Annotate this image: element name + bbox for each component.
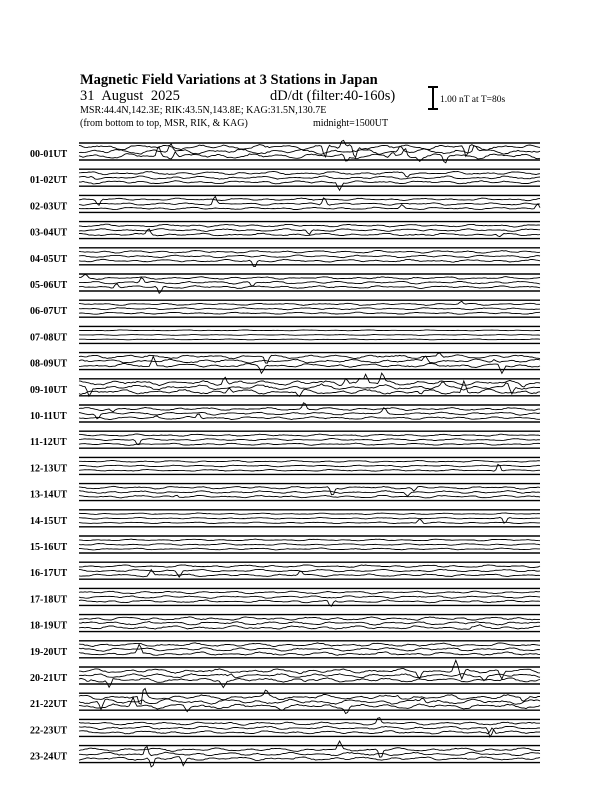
- series-line-rik: [79, 622, 540, 626]
- series-line-msr: [79, 229, 540, 237]
- series-line-kag: [79, 539, 540, 541]
- row-label: 21-22UT: [30, 699, 68, 711]
- series-line-msr: [79, 339, 540, 340]
- series-line-msr: [79, 548, 540, 550]
- series-line-msr: [79, 443, 540, 445]
- row-label: 02-03UT: [30, 201, 68, 213]
- series-line-msr: [79, 757, 540, 767]
- row-label: 12-13UT: [30, 463, 68, 475]
- series-line-rik: [79, 569, 540, 577]
- series-line-msr: [79, 312, 540, 314]
- row-label: 20-21UT: [30, 673, 68, 684]
- row-label: 09-10UT: [30, 384, 68, 396]
- series-line-msr: [79, 356, 540, 373]
- series-line-rik: [79, 278, 540, 286]
- series-line-rik: [79, 335, 540, 336]
- series-line-kag: [79, 373, 540, 387]
- row-label: 01-02UT: [30, 175, 68, 187]
- row-label: 10-11UT: [30, 411, 67, 422]
- series-line-rik: [79, 544, 540, 546]
- series-line-kag: [79, 565, 540, 568]
- series-line-kag: [79, 251, 540, 254]
- series-line-rik: [79, 648, 540, 652]
- series-line-msr: [79, 464, 540, 471]
- scale-label: 1.00 nT at T=80s: [440, 95, 506, 105]
- row-label: 18-19UT: [30, 620, 68, 632]
- row-label: 17-18UT: [30, 594, 68, 606]
- series-line-kag: [79, 434, 540, 436]
- series-line-kag: [79, 617, 540, 620]
- series-line-rik: [79, 491, 540, 497]
- series-line-msr: [79, 495, 540, 498]
- row-label: 22-23UT: [30, 725, 68, 737]
- chart-title: Magnetic Field Variations at 3 Stations in Japan: [80, 72, 378, 88]
- series-line-kag: [79, 486, 540, 494]
- series-line-kag: [79, 513, 540, 515]
- series-line-kag: [79, 591, 540, 594]
- row-label: 23-24UT: [30, 751, 68, 763]
- series-line-kag: [79, 660, 540, 679]
- series-line-kag: [79, 330, 540, 331]
- midnight-label: midnight=1500UT: [313, 118, 389, 129]
- series-line-rik: [79, 356, 540, 363]
- series-line-kag: [79, 301, 540, 305]
- series-line-msr: [79, 519, 540, 524]
- series-line-msr: [79, 625, 540, 630]
- row-label: 04-05UT: [30, 253, 68, 265]
- row-label: 19-20UT: [30, 646, 68, 658]
- row-label: 16-17UT: [30, 568, 68, 580]
- row-label: 03-04UT: [30, 227, 68, 239]
- row-label: 08-09UT: [30, 358, 68, 370]
- series-line-kag: [79, 460, 540, 462]
- row-label: 11-12UT: [30, 437, 67, 449]
- series-line-rik: [79, 308, 540, 310]
- series-line-kag: [79, 643, 540, 647]
- series-line-msr: [79, 678, 540, 688]
- series-line-kag: [79, 403, 540, 412]
- series-line-kag: [79, 353, 540, 363]
- series-line-msr: [79, 414, 540, 420]
- series-line-kag: [79, 224, 540, 227]
- row-label: 05-06UT: [30, 280, 68, 291]
- series-line-rik: [79, 465, 540, 467]
- row-label: 15-16UT: [30, 542, 68, 553]
- series-line-kag: [79, 171, 540, 177]
- stations-label: MSR:44.4N,142.3E; RIK:43.5N,143.8E; KAG:31.5N,130.7E: [80, 105, 327, 116]
- row-label: 06-07UT: [30, 306, 68, 318]
- row-label: 14-15UT: [30, 515, 68, 527]
- series-line-rik: [79, 747, 540, 756]
- row-label: 13-14UT: [30, 489, 68, 501]
- series-line-kag: [79, 274, 540, 279]
- series-line-rik: [79, 196, 540, 205]
- series-line-rik: [79, 255, 540, 258]
- series-line-msr: [79, 284, 540, 294]
- row-label: 07-08UT: [30, 332, 68, 344]
- filter-label: dD/dt (filter:40-160s): [270, 88, 396, 104]
- chart-date: 31 August 2025: [80, 88, 180, 104]
- row-label: 00-01UT: [30, 149, 68, 160]
- series-line-rik: [79, 596, 540, 599]
- order-label: (from bottom to top, MSR, RIK, & KAG): [80, 118, 248, 129]
- series-line-rik: [79, 176, 540, 179]
